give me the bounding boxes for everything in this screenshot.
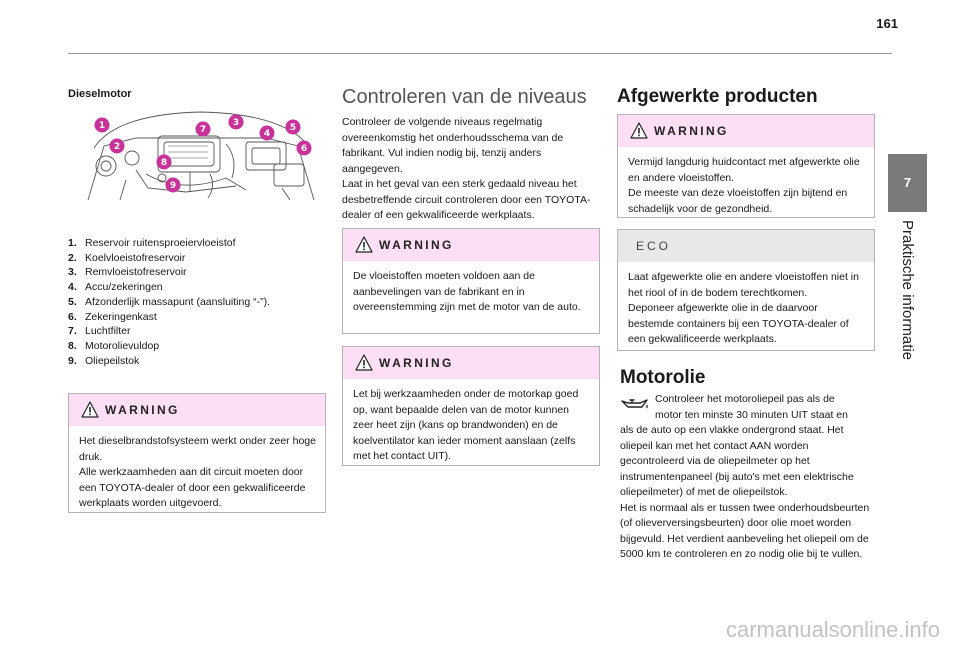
- eco-title: ECO: [636, 239, 672, 253]
- warning-header: [343, 229, 599, 261]
- levels-intro: Controleer de volgende niveaus regelmatig overeenkomstig het onderhoudsschema van de fabrikant. Vul indien nodig bij, tenzij anders aangegeven. Laat in het geval van een sterk gedaald niveau het desbetreffende circuit controleren door een TOYOTA-dealer of een gekwalificeerde werkplaats.: [342, 116, 591, 221]
- callout-4-label: 4: [263, 129, 271, 140]
- eco-text: Laat afgewerkte olie en andere vloeistoffen niet in het riool of in de bodem terechtkomen. Deponeer afgewerkte olie in de daarvoor bestemde containers bij een TOYOTA-dealer of een gekwalificeerde werkplaats.: [628, 271, 859, 345]
- callout-3-label: 3: [232, 118, 240, 129]
- warning-triangle-icon: [355, 236, 373, 253]
- products-heading: Afgewerkte producten: [617, 86, 818, 107]
- callout-8-label: 8: [160, 158, 168, 169]
- warning-triangle-icon: [355, 354, 373, 371]
- products-warning-box: [617, 114, 875, 218]
- top-rule: [68, 53, 892, 54]
- watermark: carmanualsonline.info: [725, 617, 940, 642]
- chapter-title: Praktische informatie: [899, 220, 916, 361]
- legend-item: 2. Koelvloeistofreservoir: [68, 251, 186, 264]
- oil-text-indent-2: motor ten minste 30 minuten UIT staat en: [655, 408, 848, 421]
- callout-6-label: 6: [300, 144, 308, 155]
- diesel-heading: Dieselmotor: [68, 88, 132, 100]
- diesel-warning-box: [68, 393, 326, 513]
- warning-title: WARNING: [105, 403, 180, 417]
- oil-text: als de auto op een vlakke ondergrond staat. Het oliepeil kan met het contact AAN worden gecontroleerd via de oliepeilmeter op het instrumentenpaneel (bij auto's met een elektrische oliepeilmeter) of met de oliepeilstok. Het is normaal als er tussen twee onderhoudsbeurten (of olieverversingsbeurten) door olie moet worden bijgevuld. Het verdient aanbeveling het oliepeil om de 5000 km te controleren en zo nodig olie bij te vullen.: [620, 424, 870, 560]
- legend-item: 5. Afzonderlijk massapunt (aansluiting “-”).: [68, 295, 270, 308]
- callout-1-label: 1: [98, 121, 106, 132]
- warning-triangle-icon: [630, 122, 648, 139]
- callout-2-label: 2: [113, 142, 121, 153]
- oil-text-indent-1: Controleer het motoroliepeil pas als de: [655, 393, 835, 405]
- chapter-tab[interactable]: 7: [888, 154, 927, 212]
- warning-triangle-icon: [81, 401, 99, 418]
- legend-item: 4. Accu/zekeringen: [68, 281, 163, 294]
- eco-box: [617, 229, 875, 351]
- callout-7-label: 7: [199, 125, 207, 136]
- callout-5-label: 5: [289, 123, 297, 134]
- warning-header: [69, 394, 325, 426]
- eco-header: [618, 230, 874, 262]
- diesel-legend: [68, 236, 326, 368]
- warning-header: [343, 347, 599, 379]
- warning-text: Vermijd langdurig huidcontact met afgewerkte olie en andere vloeistoffen. De meeste van deze vloeistoffen zijn bijtend en schadelijk voor de gezondheid.: [628, 156, 860, 215]
- warning-text: Het dieselbrandstofsysteem werkt onder zeer hoge druk. Alle werkzaamheden aan dit circuit moeten door een TOYOTA-dealer of door een gekwalificeerde werkplaats worden uitgevoerd.: [79, 435, 316, 509]
- levels-heading: Controleren van de niveaus: [342, 86, 587, 108]
- legend-item: 3. Remvloeistofreservoir: [68, 266, 187, 279]
- levels-warning-box-1: [342, 228, 600, 334]
- levels-warning-box-2: [342, 346, 600, 466]
- warning-text: De vloeistoffen moeten voldoen aan de aanbevelingen van de fabrikant en in overeenstemming zijn met de motor van de auto.: [353, 270, 581, 313]
- legend-item: 9. Oliepeilstok: [68, 354, 140, 367]
- page-number: 161: [876, 16, 898, 31]
- warning-header: [618, 115, 874, 147]
- engine-bay-illustration: [86, 108, 316, 206]
- oil-can-icon: [620, 396, 650, 412]
- callout-9-label: 9: [169, 181, 177, 192]
- warning-title: WARNING: [379, 356, 454, 370]
- warning-title: WARNING: [654, 124, 729, 138]
- legend-item: 7. Luchtfilter: [68, 325, 131, 338]
- legend-item: 6. Zekeringenkast: [68, 310, 157, 323]
- warning-text: Let bij werkzaamheden onder de motorkap goed op, want bepaalde delen van de motor kunnen zeer heet zijn (kans op brandwonden) en de koelventilator kan ieder moment aanslaan (zelfs met het contact UIT).: [353, 388, 579, 462]
- legend-item: 8. Motorolievuldop: [68, 339, 160, 352]
- oil-heading: Motorolie: [620, 367, 706, 388]
- warning-title: WARNING: [379, 238, 454, 252]
- legend-item: 1. Reservoir ruitensproeiervloeistof: [68, 237, 236, 249]
